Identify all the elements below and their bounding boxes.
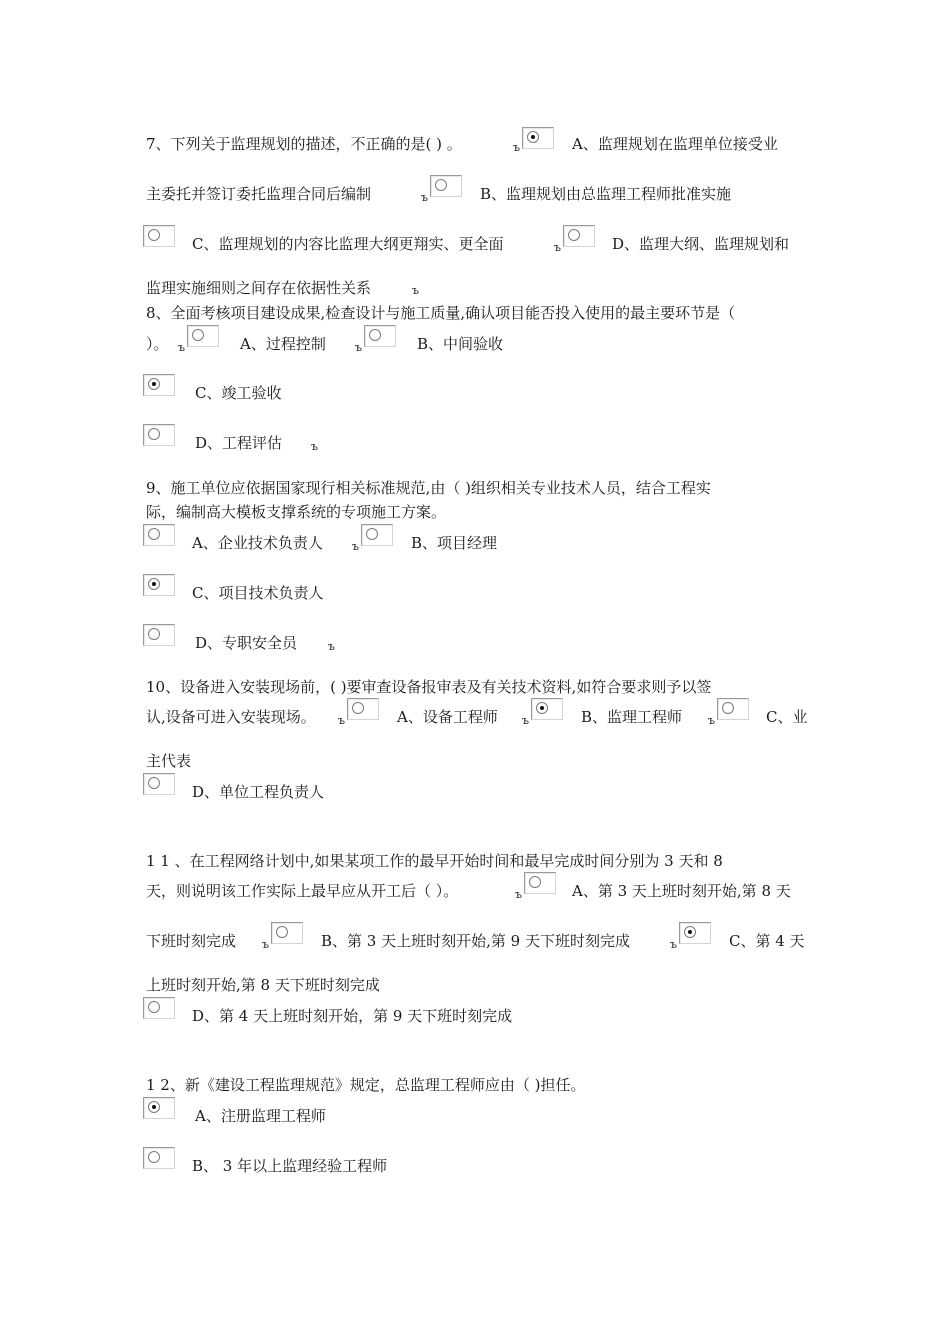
q9-option-d-label: D、专职安全员: [195, 634, 298, 652]
radio-button-icon: [148, 628, 160, 640]
q8-stem-line2: ）。: [146, 335, 169, 353]
paragraph-mark-icon: ъ: [328, 640, 335, 653]
q10-option-c-label: C、业: [766, 708, 808, 726]
paragraph-mark-icon: ъ: [311, 440, 318, 453]
q12-option-a-radio[interactable]: [143, 1097, 175, 1119]
q9-option-b-label: B、项目经理: [411, 534, 498, 552]
radio-button-icon: [722, 702, 734, 714]
q11-option-a-label: A、第 3 天上班时刻开始,第 8 天: [572, 882, 791, 900]
q10-option-a-radio[interactable]: [347, 698, 379, 720]
q8-option-c-radio[interactable]: [143, 374, 175, 396]
paragraph-mark-icon: ъ: [522, 714, 529, 727]
q7-option-b-label: B、监理规划由总监理工程师批准实施: [480, 185, 732, 203]
radio-button-icon: [366, 528, 378, 540]
q9-stem-line1: 9、施工单位应依据国家现行相关标准规范,由（ )组织相关专业技术人员，结合工程实: [146, 479, 711, 497]
q8-option-d-label: D、工程评估: [195, 434, 283, 452]
q7-stem-line1: 7、下列关于监理规划的描述，不正确的是( ) 。: [146, 135, 462, 153]
q11-option-c-label-cont: 上班时刻开始,第 8 天下班时刻完成: [146, 976, 380, 994]
q7-option-a-label-cont: 主委托并签订委托监理合同后编制: [146, 185, 372, 203]
q9-option-b-radio[interactable]: [361, 524, 393, 546]
radio-button-icon: [536, 702, 548, 714]
radio-button-icon: [684, 926, 696, 938]
q9-option-c-radio[interactable]: [143, 574, 175, 596]
q11-stem-line2: 天，则说明该工作实际上最早应从开工后（ ）。: [146, 882, 459, 900]
paragraph-mark-icon: ъ: [262, 938, 269, 951]
q8-option-a-radio[interactable]: [187, 325, 219, 347]
radio-button-icon: [148, 1151, 160, 1163]
q12-option-b-label: B、 3 年以上监理经验工程师: [192, 1157, 388, 1175]
radio-button-icon: [148, 1001, 160, 1013]
radio-selected-dot: [540, 706, 544, 710]
q10-option-b-radio[interactable]: [531, 698, 563, 720]
q10-stem-line2: 认,设备可进入安装现场。: [146, 708, 316, 726]
q12-option-b-radio[interactable]: [143, 1147, 175, 1169]
paragraph-mark-icon: ъ: [412, 284, 419, 297]
radio-selected-dot: [152, 382, 156, 386]
radio-selected-dot: [531, 135, 535, 139]
radio-button-icon: [276, 926, 288, 938]
q12-option-a-label: A、注册监理工程师: [195, 1107, 326, 1125]
radio-button-icon: [568, 229, 580, 241]
q10-option-a-label: A、设备工程师: [397, 708, 498, 726]
paragraph-mark-icon: ъ: [554, 241, 561, 254]
q9-option-a-radio[interactable]: [143, 524, 175, 546]
paragraph-mark-icon: ъ: [338, 714, 345, 727]
q9-option-c-label: C、项目技术负责人: [192, 584, 324, 602]
q7-option-c-radio[interactable]: [143, 225, 175, 247]
q12-stem-line1: 1 2、新《建设工程监理规范》规定，总监理工程师应由（ )担任。: [146, 1076, 586, 1094]
q11-stem-line1: 1 1 、在工程网络计划中,如果某项工作的最早开始时间和最早完成时间分别为 3 天和 8: [146, 852, 723, 870]
radio-button-icon: [148, 528, 160, 540]
paragraph-mark-icon: ъ: [178, 341, 185, 354]
q9-option-a-label: A、企业技术负责人: [192, 534, 323, 552]
paragraph-mark-icon: ъ: [352, 540, 359, 553]
radio-button-icon: [148, 378, 160, 390]
q7-option-a-label: A、监理规划在监理单位接受业: [572, 135, 778, 153]
radio-button-icon: [435, 179, 447, 191]
q8-option-b-label: B、中间验收: [417, 335, 504, 353]
q8-option-a-label: A、过程控制: [240, 335, 326, 353]
radio-button-icon: [148, 229, 160, 241]
q7-option-d-label: D、监理大纲、监理规划和: [612, 235, 790, 253]
q10-option-c-radio[interactable]: [717, 698, 749, 720]
q7-option-a-radio[interactable]: [522, 127, 554, 149]
q10-option-b-label: B、监理工程师: [581, 708, 683, 726]
q8-option-b-radio[interactable]: [364, 325, 396, 347]
radio-button-icon: [369, 329, 381, 341]
q7-option-d-radio[interactable]: [563, 225, 595, 247]
q10-option-c-label-cont: 主代表: [146, 752, 192, 770]
q8-option-d-radio[interactable]: [143, 424, 175, 446]
paragraph-mark-icon: ъ: [708, 714, 715, 727]
radio-button-icon: [148, 1101, 160, 1113]
q7-option-c-label: C、监理规划的内容比监理大纲更翔实、更全面: [192, 235, 504, 253]
q9-stem-line2: 际，编制高大模板支撑系统的专项施工方案。: [146, 503, 447, 521]
q11-option-c-label: C、第 4 天: [729, 932, 805, 950]
q11-option-a-label-cont: 下班时刻完成: [146, 932, 237, 950]
radio-selected-dot: [152, 582, 156, 586]
paragraph-mark-icon: ъ: [515, 888, 522, 901]
q11-option-c-radio[interactable]: [679, 922, 711, 944]
radio-selected-dot: [152, 1105, 156, 1109]
q8-option-c-label: C、竣工验收: [195, 384, 282, 402]
q8-stem-line1: 8、全面考核项目建设成果,检查设计与施工质量,确认项目能否投入使用的最主要环节是（: [146, 304, 736, 322]
radio-button-icon: [192, 329, 204, 341]
radio-button-icon: [352, 702, 364, 714]
paragraph-mark-icon: ъ: [513, 141, 520, 154]
q11-option-a-radio[interactable]: [524, 872, 556, 894]
q7-option-b-radio[interactable]: [430, 175, 462, 197]
radio-button-icon: [148, 578, 160, 590]
radio-button-icon: [148, 777, 160, 789]
q11-option-d-radio[interactable]: [143, 997, 175, 1019]
q10-option-d-label: D、单位工程负责人: [192, 783, 325, 801]
q9-option-d-radio[interactable]: [143, 624, 175, 646]
radio-button-icon: [529, 876, 541, 888]
q7-option-d-label-cont: 监理实施细则之间存在依据性关系: [146, 279, 372, 297]
q10-stem-line1: 10、设备进入安装现场前，( )要审查设备报审表及有关技术资料,如符合要求则予以签: [146, 678, 712, 696]
q11-option-b-radio[interactable]: [271, 922, 303, 944]
paragraph-mark-icon: ъ: [670, 938, 677, 951]
q10-option-d-radio[interactable]: [143, 773, 175, 795]
paragraph-mark-icon: ъ: [421, 191, 428, 204]
q11-option-b-label: B、第 3 天上班时刻开始,第 9 天下班时刻完成: [321, 932, 630, 950]
q11-option-d-label: D、第 4 天上班时刻开始，第 9 天下班时刻完成: [192, 1007, 513, 1025]
paragraph-mark-icon: ъ: [355, 341, 362, 354]
radio-button-icon: [148, 428, 160, 440]
radio-selected-dot: [688, 930, 692, 934]
radio-button-icon: [527, 131, 539, 143]
